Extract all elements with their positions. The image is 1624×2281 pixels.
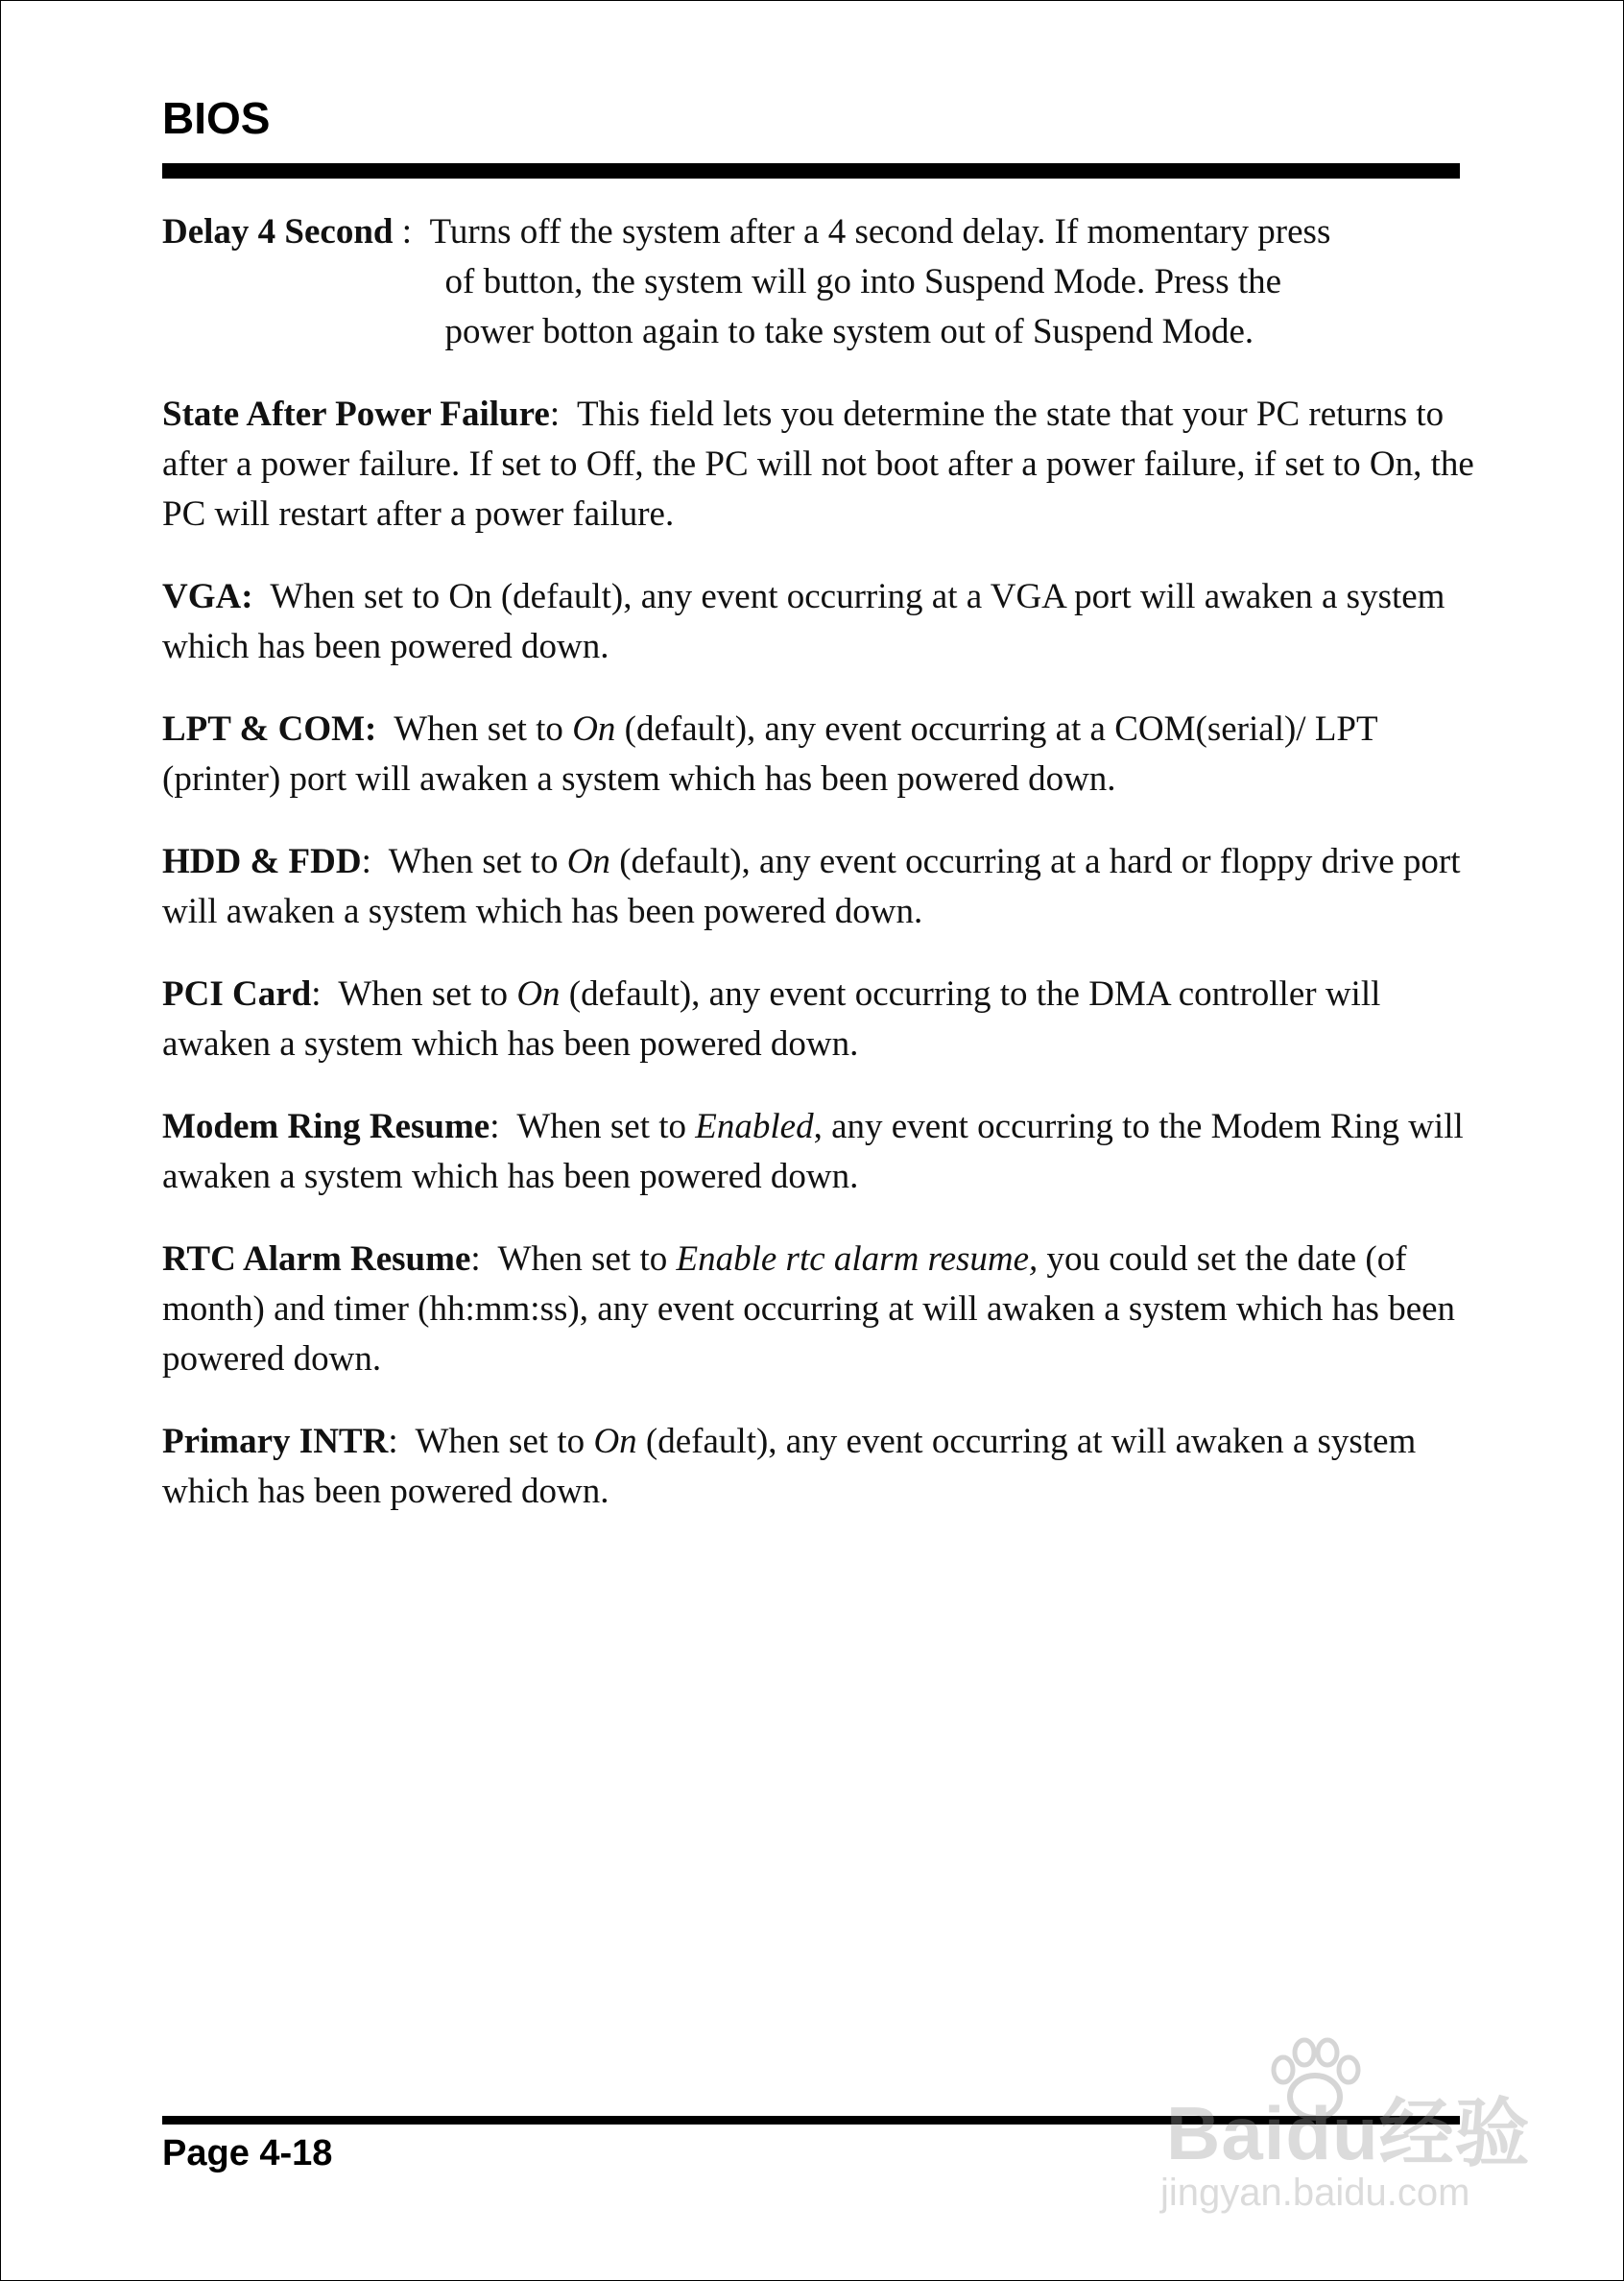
entry-text-pre: When set to (338, 974, 517, 1014)
entry-term: RTC Alarm Resume (162, 1239, 471, 1279)
entry-lpt-com (162, 705, 1482, 804)
entry-text-line: power botton again to take system out of Suspend Mode. (444, 312, 1254, 351)
entry-value: On (572, 709, 616, 749)
entry-value: Enable rtc alarm resume, (676, 1239, 1039, 1279)
entry-text-line: Turns off the system after a 4 second delay. If momentary press (429, 212, 1331, 252)
entry-text-pre: When set to (388, 842, 567, 881)
entry-text-line: of button, the system will go into Suspend Mode. Press the (444, 262, 1282, 301)
entry-rtc-alarm-resume (162, 1235, 1482, 1384)
entry-text-post: , any event occurring to the Modem Ring will awaken a system which has been powered down. (162, 1107, 1464, 1196)
entry-text-pre: When set to (394, 709, 573, 749)
entry-text: When set to On (default), any event occurring at a VGA port will awaken a system which has been powered down. (162, 577, 1445, 666)
entry-vga (162, 572, 1482, 672)
entry-term: Primary INTR (162, 1422, 389, 1461)
document-body (162, 207, 1482, 1549)
entry-text: This field lets you determine the state that your PC returns to after a power failure. If set to Off, the PC will not boot after a power failure, if set to On, the PC will restart after a power failure. (162, 395, 1474, 534)
entry-state-after-power-failure (162, 390, 1482, 540)
entry-text-pre: When set to (415, 1422, 594, 1461)
entry-value: On (516, 974, 561, 1014)
entry-term: Modem Ring Resume (162, 1107, 490, 1146)
entry-pci-card (162, 970, 1482, 1069)
entry-term: HDD & FDD (162, 842, 362, 881)
entry-delay-4-second (162, 207, 1482, 357)
entry-separator (253, 577, 271, 616)
entry-separator: : (311, 974, 339, 1014)
entry-value: Enabled (695, 1107, 814, 1146)
entry-modem-ring-resume (162, 1102, 1482, 1202)
entry-term: Delay 4 Second (162, 212, 394, 252)
entry-text-pre: When set to (497, 1239, 677, 1279)
entry-text-post: (default), any event occurring at will awaken a system which has been powered down. (162, 1422, 1417, 1511)
entry-separator: : (470, 1239, 498, 1279)
entry-hdd-fdd (162, 837, 1482, 937)
entry-separator: : (549, 395, 577, 434)
entry-term: State After Power Failure (162, 395, 550, 434)
entry-separator: : (388, 1422, 416, 1461)
watermark-url: jingyan.baidu.com (1160, 2172, 1470, 2214)
entry-separator: : (490, 1107, 517, 1146)
entry-text-post: (default), any event occurring to the DMA controller will awaken a system which has been powered down. (162, 974, 1381, 1064)
entry-separator (376, 709, 394, 749)
watermark (1147, 2037, 1531, 2229)
entry-text-post: (default), any event occurring at a COM(serial)/ LPT (printer) port will awaken a system which has been powered down. (162, 709, 1377, 799)
entry-term: LPT & COM: (162, 709, 377, 749)
entry-text-pre: When set to (516, 1107, 696, 1146)
entry-value: On (593, 1422, 637, 1461)
entry-text-post: you could set the date (of month) and timer (hh:mm:ss), any event occurring at will awaken a system which has been powered down. (162, 1239, 1456, 1379)
page-number: Page 4-18 (162, 2133, 333, 2173)
entry-separator: : (361, 842, 389, 881)
entry-value: On (566, 842, 610, 881)
entry-term: VGA: (162, 577, 253, 616)
entry-text-post: (default), any event occurring at a hard or floppy drive port will awaken a system which has been powered down. (162, 842, 1461, 931)
watermark-brand: Baidu经验 (1166, 2091, 1531, 2175)
section-title: BIOS (162, 93, 271, 143)
entry-separator: : (393, 212, 430, 252)
entry-primary-intr (162, 1417, 1482, 1517)
header-divider (162, 163, 1460, 179)
entry-term: PCI Card (162, 974, 312, 1014)
